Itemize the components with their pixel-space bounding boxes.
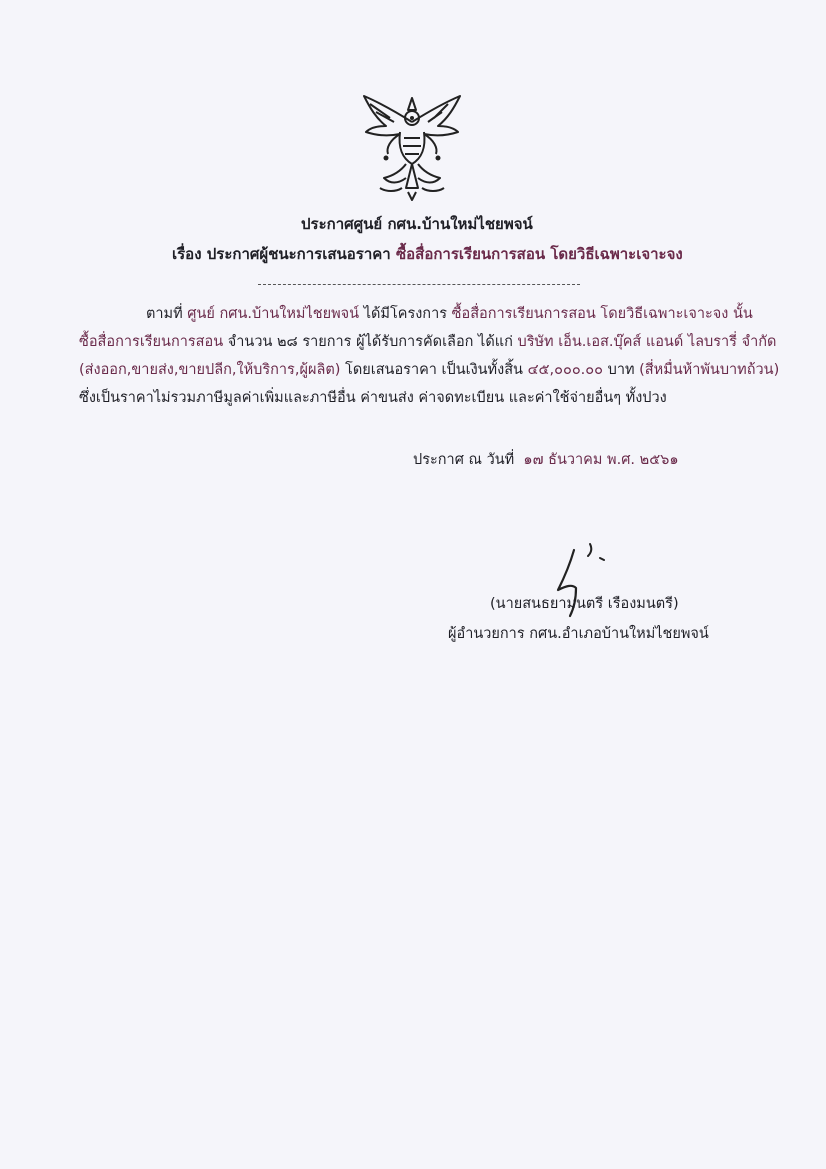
body-line-4: ซึ่งเป็นราคาไม่รวมภาษีมูลค่าเพิ่มและภาษีอื่น ค่าขนส่ง ค่าจดทะเบียน และค่าใช้จ่ายอื่นๆ ทั้งปวง	[79, 390, 667, 406]
subject-prefix: เรื่อง ประกาศผู้ชนะการเสนอราคา	[172, 245, 391, 263]
subject-highlight: ซื้อสื่อการเรียนการสอน	[395, 245, 546, 263]
announcement-subject	[172, 244, 683, 264]
announcement-date: ประกาศ ณ วันที่ ๑๗ ธันวาคม พ.ศ. ๒๕๖๑	[413, 452, 679, 468]
body-line-3: (ส่งออก,ขายส่ง,ขายปลีก,ให้บริการ,ผู้ผลิต) โดยเสนอราคา เป็นเงินทั้งสิ้น ๔๕,๐๐๐.๐๐ บาท (สี่หมื่นห้าพันบาทถ้วน)	[79, 362, 780, 378]
garuda-emblem	[356, 92, 468, 202]
announcement-title: ประกาศศูนย์ กศน.บ้านใหม่ไชยพจน์	[301, 215, 533, 233]
signatory-position: ผู้อำนวยการ กศน.อำเภอบ้านใหม่ไชยพจน์	[448, 626, 709, 642]
subject-suffix: โดยวิธีเฉพาะเจาะจง	[550, 245, 683, 263]
header-divider	[258, 284, 580, 285]
signatory-name: (นายสนธยามนตรี เรืองมนตรี)	[490, 596, 679, 612]
body-line-2: ซื้อสื่อการเรียนการสอน จำนวน ๒๘ รายการ ผู้ได้รับการคัดเลือก ได้แก่ บริษัท เอ็น.เอส.บุ๊คส์ แอนด์ ไลบรารี่ จำกัด	[79, 334, 777, 350]
body-line-1: ตามที่ ศูนย์ กศน.บ้านใหม่ไชยพจน์ ได้มีโครงการ ซื้อสื่อการเรียนการสอน โดยวิธีเฉพาะเจาะจง นั้น	[146, 306, 753, 322]
